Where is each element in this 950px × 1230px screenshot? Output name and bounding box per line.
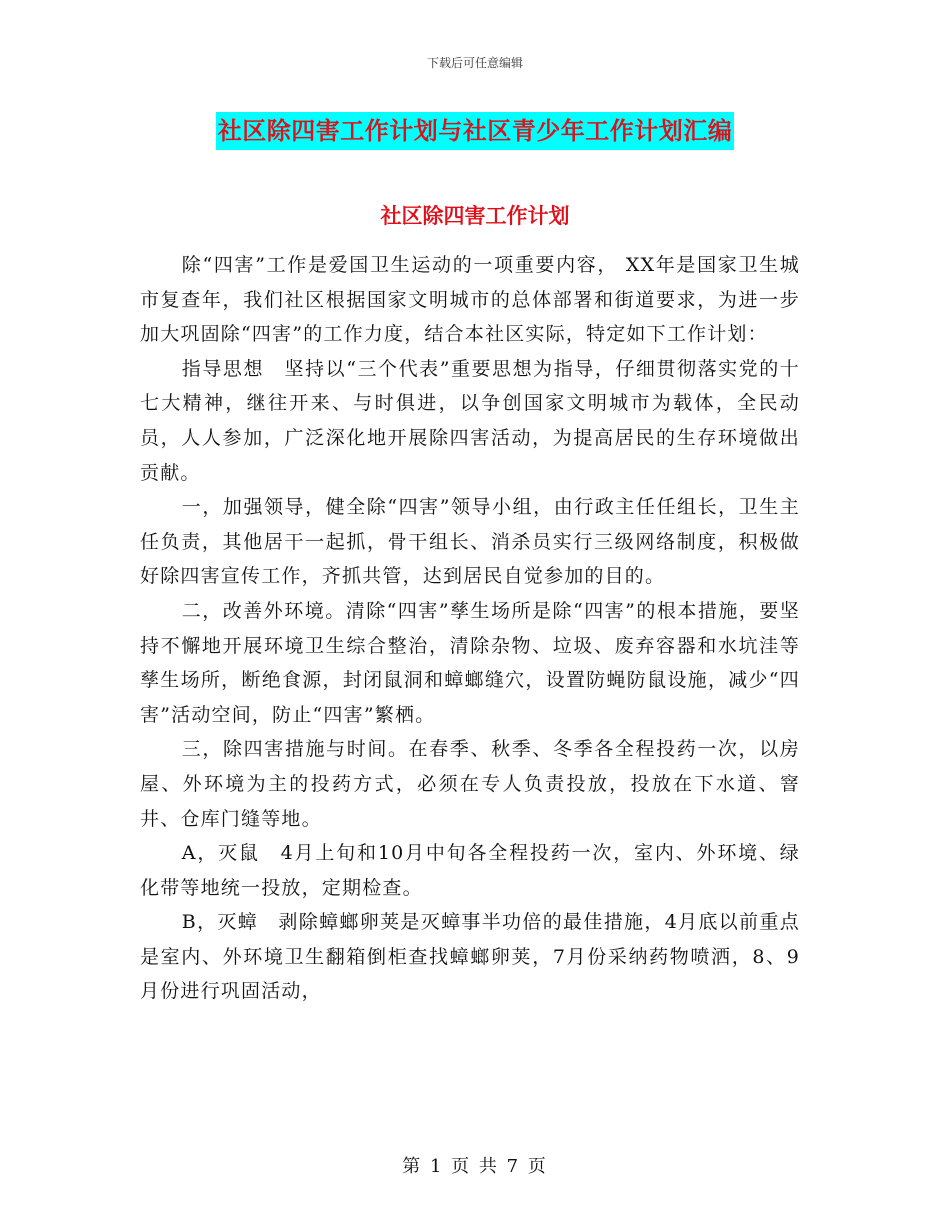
paragraph-environment: 二，改善外环境。清除“四害”孳生场所是除“四害”的根本措施，要坚持不懈地开展环境卫生综合整治，清除杂物、垃圾、废弃容器和水坑洼等孳生场所，断绝食源，封闭鼠洞和蟑螂缝穴，设置防蝇防鼠设施，减少“四害”活动空间，防止“四害”繁栖。 xyxy=(140,599,800,726)
document-title-container xyxy=(0,112,950,150)
paragraph-measures: 三，除四害措施与时间。在春季、秋季、冬季各全程投药一次，以房屋、外环境为主的投药方式，必须在专人负责投放，投放在下水道、窨井、仓库门缝等地。 xyxy=(140,738,800,830)
paragraph-intro: 除“四害”工作是爱国卫生运动的一项重要内容， XX年是国家卫生城市复查年，我们社区根据国家文明城市的总体部署和街道要求，为进一步加大巩固除“四害”的工作力度，结合本社区实际，特定如下工作计划： xyxy=(140,254,800,346)
paragraph-guiding-thought: 指导思想 坚持以“三个代表”重要思想为指导，仔细贯彻落实党的十七大精神，继往开来、与时俱进，以争创国家文明城市为载体，全民动员，人人参加，广泛深化地开展除四害活动，为提高居民的生存环境做出贡献。 xyxy=(140,357,800,484)
document-body xyxy=(140,248,800,1009)
page-number: 第 1 页 共 7 页 xyxy=(402,1156,548,1177)
document-title: 社区除四害工作计划与社区青少年工作计划汇编 xyxy=(216,112,735,150)
paragraph-rodent-control: A，灭鼠 4月上旬和10月中旬各全程投药一次，室内、外环境、绿化带等地统一投放，定期检查。 xyxy=(140,842,800,899)
section-title: 社区除四害工作计划 xyxy=(380,203,570,228)
paragraph-cockroach-control: B，灭蟑 剥除蟑螂卵荚是灭蟑事半功倍的最佳措施，4月底以前重点是室内、外环境卫生翻箱倒柜查找蟑螂卵荚，7月份采纳药物喷洒，8、9月份进行巩固活动， xyxy=(140,911,800,1003)
page-header-note: 下载后可任意编辑 xyxy=(426,56,523,70)
paragraph-leadership: 一，加强领导，健全除“四害”领导小组，由行政主任任组长，卫生主任负责，其他居干一起抓，骨干组长、消杀员实行三级网络制度，积极做好除四害宣传工作，齐抓共管，达到居民自觉参加的目的。 xyxy=(140,496,800,588)
